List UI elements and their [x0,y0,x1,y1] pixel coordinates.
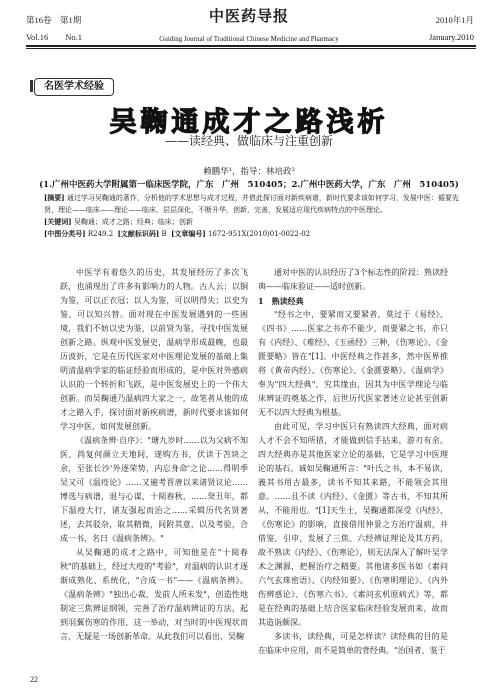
article-id-label: [文章编号] [171,229,206,238]
issue-cn: 第16卷 第1期 [26,15,82,25]
body-paragraph: 从吴鞠通的成才之路中，可知他是在"十阅春秋"的基础上，经过大疫的"考验"，对温病的认识才逐渐成熟化、系统化，"合成一书"——《温病条辨》。《温病条辨》"独出心裁，发前人所未发"，创造性地制定三焦辨证纲领，完善了治疗温病辨证的方法，起到羽翼伤寒的作用，这一举动，对当时的中医现状而言，无疑是一场创新革命。从此我们可以看出，吴鞠 [60,548,248,641]
classification-line [44,228,464,240]
header-rule-top [26,45,476,47]
body-paragraph: 中医学有着悠久的历史，其发展经历了多次飞跃，也涌现出了许多有影响力的人物。古人云：以铜为鉴，可以正衣冠；以人为鉴，可以明得失；以史为鉴，可以知兴替。面对现在中医发展遇到的一些困境，我们不妨以史为鉴，以前贤为鉴，寻找中医发展创新之路。纵观中医发展史，温病学形成最晚，也最历波折，它是在历代医家对中医理论发展的基础上集明清温病学家的临证经验而形成的，是中医对外感病认识的一个转折和飞跃，是中医发展史上的一个伟大创新。而吴鞠通乃温病四大家之一，故笔者从他的成才之路入手，探讨面对新疾病谱，新时代要求该如何学习中医，如何发展创新。 [60,268,248,431]
right-column [258,266,448,658]
journal-title: 中医药导报 [208,7,289,25]
body-paragraph: 《温病条辨·自序》："瑭九岁时……以为父病不知医，尚复何颜立天地间，遂购方书，伏读于苫块之余，至张长沙'外逐荣势，内忘身命'之论……得明季吴又可《温疫论》……又遍考晋唐以来诸贤议论……博选与病谱，退与心谋，十阅春秋，……癸丑年，都下温疫大行，诸友强起而治之……采辑历代名贤著述，去其驳杂，取其精微，间附其意，以及考验，合成一书，名曰《温病条辨》。" [60,436,248,543]
header-rule-bottom [26,48,476,49]
body-paragraph: "经书之中，要紧而又要紧者，莫过于《易经》、《四书》……医家之书亦不能少，而要紧之书，亦只有《内经》、《难经》、《玉函经》三种，《伤寒论》、《金匮要略》皆在"[1]。中医经典之作甚多，然中医界推将《黄帝内经》、《伤寒论》、《金匮要略》、《温病学》奉为"四大经典"，究其缘由，因其为中医学理论与临床辨证的奠基之作，后世历代医家著述立论甚至创新无不以四大经典为根基。 [258,310,448,417]
class-label: [中图分类号] [44,229,86,238]
keywords-label: [关键词] [44,217,72,226]
article-authors: 赖鹏华¹，指导：林培政² [203,167,295,177]
class-value: R249.2 [87,230,114,238]
body-paragraph: 由此可见，学习中医只有熟读四大经典，面对病人才不会不知所措，才能做到信手拈来，游刃有余。四大经典亦是其他医家立论的基础，它是学习中医理论的基石。诚如吴鞠通所言："叶氏之书，本不易读，義其书用古最多，读书不知其来路，不能领会其用意。……且不读《内经》、《金匮》等古书，不知其所从，不能用也。"[1]天生士，吴鞠通都深受《内经》、《伤寒论》的影响，直接借用仲景之方治疗温病，并借鉴，引申，发展了三焦、六经辨证理论及其方药，故不熟读《内经》、《伤寒论》，则无法深入了解叶吴学术之渊源，把握治疗之精要。其他诸多医书如《素问六气玄珠密语》、《内经知要》、《伤寒明理论》、《内外伤辨惑论》、《伤寒六书》、《素问玄机原病式》等，都是在经典的基础上结合医家临床经验发展而来，故而其造诣颇深。 [258,422,448,627]
keywords-text: 吴鞠通；成才之路；经典；临床；创新 [73,218,193,226]
date-cn: 2010年1月 [435,15,474,25]
doc-code-value: B [161,230,167,238]
left-column [60,266,248,644]
abstract-label: [摘要] [44,193,65,202]
abstract [44,192,464,216]
volume-en: Vol.16 No.1 [26,32,83,42]
page-number: 22 [30,675,38,684]
body-paragraph: 多读书，读经典，可是怎样读？读经典的目的是在临床中应用，而不是简单的背经典。"治国者，鉴于 [258,632,448,655]
doc-code-label: [文献标识码] [117,229,160,238]
abstract-text: 通过学习吴鞠通的著作，分析他的学术思想与成才过程，并借此探讨面对新疾病谱，新时代要求该如何学习，发展中医：循要先贤，理论——临床——理论——临床，层层深化，不断升华，创新，完善，发展适应现代疾病特点的中医理论。 [44,194,459,214]
article-title: 吴鞠通成才之路浅析 [109,107,389,138]
article-subtitle: ——读经典、做临床与注重创新 [164,134,333,148]
article-id-value: 1672-951X(2010)01-0022-02 [207,230,311,238]
journal-subtitle: Guiding Journal of Traditional Chinese Medicine and Pharmacy [159,35,339,43]
date-en: January.2010 [428,32,474,42]
section-heading: 1 熟读经典 [258,296,304,306]
column-marker [30,80,33,92]
keywords [44,216,464,228]
body-paragraph: 通对中医的认识经历了3个标志性的阶段：熟读经典——临床验证——适时创新。 [258,268,448,291]
article-affiliation: (1.广州中医药大学附属第一临床医学院，广东 广州 510405；2.广州中医药大学，广东 广州 510405) [39,180,459,190]
column-label: 名医学术经验 [34,78,114,96]
